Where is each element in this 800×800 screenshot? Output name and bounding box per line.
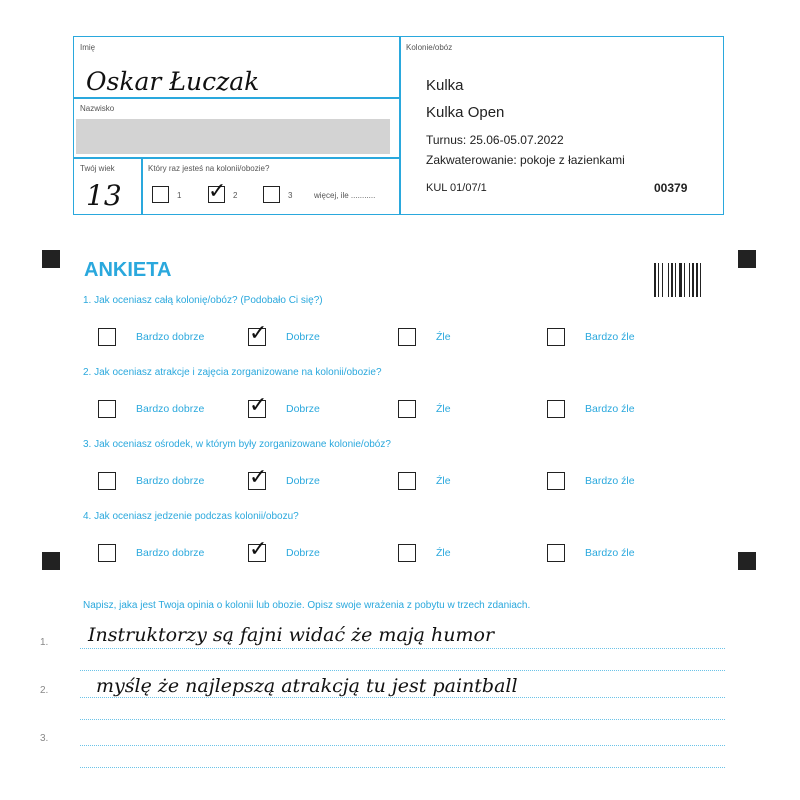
check-mark-icon: ✓ (208, 179, 227, 204)
divider (74, 97, 399, 99)
times-option-2-label: 2 (233, 191, 238, 200)
answer-option-label: Źle (436, 403, 451, 415)
answer-line-1[interactable]: Instruktorzy są fajni widać że mają humor (88, 624, 495, 646)
answer-checkbox[interactable] (547, 328, 565, 346)
surname-redacted-field (76, 119, 390, 154)
check-mark-icon: ✓ (249, 321, 268, 346)
divider (141, 157, 143, 214)
camp-subname: Kulka Open (426, 104, 505, 121)
answer-option-label: Bardzo źle (585, 331, 635, 343)
answer-dotted-line (80, 697, 725, 698)
answer-option-label: Źle (436, 331, 451, 343)
question-text: 4. Jak oceniasz jedzenie podczas kolonii/obozu? (83, 511, 299, 522)
barcode-bar (679, 263, 682, 297)
answer-checkbox[interactable] (98, 400, 116, 418)
first-name-label: Imię (80, 43, 96, 52)
barcode-bar (662, 263, 663, 297)
answer-dotted-line (80, 719, 725, 720)
divider (399, 37, 401, 214)
answer-option-label: Bardzo dobrze (136, 547, 205, 559)
answer-checkbox[interactable] (547, 472, 565, 490)
form-number: 00379 (654, 181, 688, 195)
age-label: Twój wiek (80, 164, 115, 173)
barcode-bar (696, 263, 698, 297)
registration-marker (738, 552, 756, 570)
answer-option-label: Bardzo dobrze (136, 331, 205, 343)
answer-option-label: Dobrze (286, 547, 320, 559)
answer-option-label: Bardzo dobrze (136, 403, 205, 415)
times-option-3-label: 3 (288, 191, 293, 200)
barcode-bar (658, 263, 659, 297)
question-text: 3. Jak oceniasz ośrodek, w którym były zorganizowane kolonie/obóz? (83, 439, 391, 450)
check-mark-icon: ✓ (249, 537, 268, 562)
barcode-bar (700, 263, 701, 297)
barcode-bar (684, 263, 685, 297)
turnus-text: Turnus: 25.06-05.07.2022 (426, 133, 564, 147)
answer-option-label: Bardzo źle (585, 403, 635, 415)
answer-option-label: Bardzo źle (585, 475, 635, 487)
times-option-1-label: 1 (177, 191, 182, 200)
answer-option-label: Źle (436, 547, 451, 559)
opinion-prompt: Napisz, jaka jest Twoja opinia o kolonii lub obozie. Opisz swoje wrażenia z pobytu w trzech zdaniach. (83, 600, 531, 611)
answer-dotted-line (80, 745, 725, 746)
answer-checkbox[interactable] (398, 328, 416, 346)
barcode (654, 263, 706, 297)
times-more-label: więcej, ile ........... (314, 191, 376, 200)
line-number: 3. (40, 733, 49, 744)
answer-checkbox[interactable] (98, 472, 116, 490)
check-mark-icon: ✓ (249, 393, 268, 418)
surname-label: Nazwisko (80, 104, 115, 113)
answer-checkbox[interactable] (98, 544, 116, 562)
times-label: Który raz jesteś na kolonii/obozie? (148, 164, 270, 173)
answer-option-label: Dobrze (286, 475, 320, 487)
survey-title: ANKIETA (84, 259, 172, 281)
line-number: 1. (40, 637, 49, 648)
answer-option-label: Bardzo źle (585, 547, 635, 559)
age-value[interactable]: 13 (86, 179, 122, 212)
barcode-bar (689, 263, 690, 297)
camp-code: KUL 01/07/1 (426, 182, 487, 194)
answer-option-label: Źle (436, 475, 451, 487)
answer-checkbox[interactable] (98, 328, 116, 346)
answer-checkbox[interactable] (398, 400, 416, 418)
times-option-3-checkbox[interactable] (263, 186, 280, 203)
check-mark-icon: ✓ (249, 465, 268, 490)
question-text: 2. Jak oceniasz atrakcje i zajęcia zorganizowane na kolonii/obozie? (83, 367, 382, 378)
answer-checkbox[interactable] (398, 544, 416, 562)
answer-checkbox[interactable] (547, 544, 565, 562)
barcode-bar (668, 263, 669, 297)
answer-line-2[interactable]: myślę że najlepszą atrakcją tu jest paintball (96, 675, 518, 697)
header-form (73, 36, 724, 215)
answer-checkbox[interactable] (398, 472, 416, 490)
answer-dotted-line (80, 648, 725, 649)
registration-marker (738, 250, 756, 268)
times-option-1-checkbox[interactable] (152, 186, 169, 203)
line-number: 2. (40, 685, 49, 696)
answer-option-label: Dobrze (286, 403, 320, 415)
barcode-bar (692, 263, 694, 297)
answer-checkbox[interactable] (547, 400, 565, 418)
barcode-bar (675, 263, 676, 297)
question-text: 1. Jak oceniasz całą kolonię/obóz? (Podobało Ci się?) (83, 295, 323, 306)
answer-option-label: Bardzo dobrze (136, 475, 205, 487)
answer-dotted-line (80, 670, 725, 671)
barcode-bar (654, 263, 656, 297)
answer-dotted-line (80, 767, 725, 768)
registration-marker (42, 552, 60, 570)
barcode-bar (671, 263, 673, 297)
first-name-value[interactable]: Oskar Łuczak (86, 67, 260, 96)
answer-option-label: Dobrze (286, 331, 320, 343)
accommodation-text: Zakwaterowanie: pokoje z łazienkami (426, 153, 625, 167)
camp-name: Kulka (426, 77, 464, 94)
divider (74, 157, 399, 159)
camp-label: Kolonie/obóz (406, 43, 453, 52)
registration-marker (42, 250, 60, 268)
